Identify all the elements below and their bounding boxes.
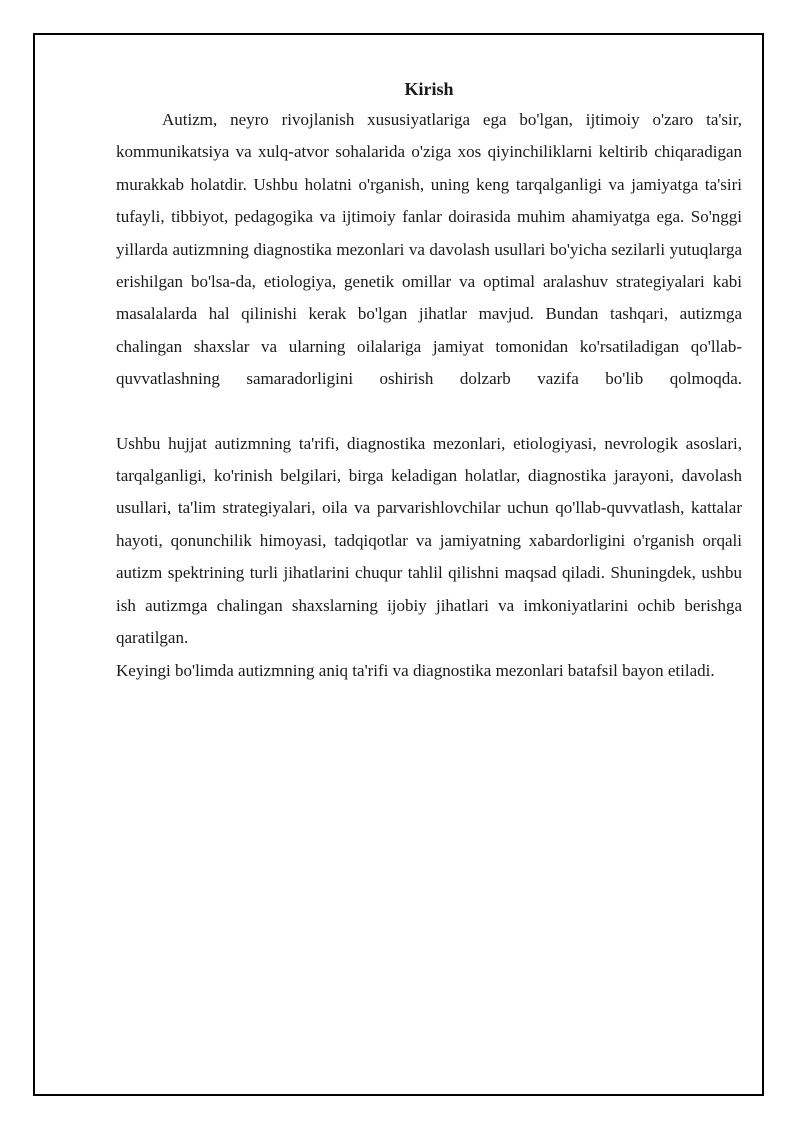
document-body <box>116 74 742 687</box>
paragraph-scope-text: Ushbu hujjat autizmning ta'rifi, diagnostika mezonlari, etiologiyasi, nevrologik asoslari, tarqalganligi, ko'rinish belgilari, birga keladigan holatlar, diagnostika jarayoni, davolash usullari, ta'lim strategiyalari, oila va parvarishlovchilar uchun qo'llab-quvvatlash, kattalar hayoti, qonunchilik himoyasi, tadqiqotlar va jamiyatning xabardorligini o'rganish orqali autizm spektrining turli jihatlarini chuqur tahlil qilishni maqsad qiladi. Shuningdek, ushbu ish autizmga chalingan shaxslarning ijobiy jihatlari va imkoniyatlarini ochib berishga qaratilgan. <box>116 433 742 648</box>
document-title: Kirish <box>404 79 454 99</box>
paragraph-introduction: Autizm, neyro rivojlanish xususiyatlariga ega bo'lgan, ijtimoiy o'zaro ta'sir, kommunikatsiya va xulq-atvor sohalarida o'ziga xos qiyinchiliklarni keltirib chiqaradigan murakkab holatdir. Ushbu holatni o'rganish, uning keng tarqalganligi va jamiyatga ta'siri tufayli, tibbiyot, pedagogika va ijtimoiy fanlar doirasida muhim ahamiyatga ega. So'nggi yillarda autizmning diagnostika mezonlari va davolash usullari bo'yicha sezilarli yutuqlarga erishilgan bo'lsa-da, etiologiya, genetik omillar va optimal aralashuv strategiyalari kabi masalalarda hal qilinishi kerak bo'lgan jihatlar mavjud. Bundan tashqari, autizmga chalingan shaxslar va ularning oilalariga jamiyat tomonidan ko'rsatiladigan qo'llab-quvvatlashning samaradorligini oshirish dolzarb vazifa bo'lib qolmoqda. <box>116 110 742 389</box>
paragraph-scope-last-line: Keyingi bo'limda autizmning aniq ta'rifi va diagnostika mezonlari batafsil bayon etiladi. <box>116 660 715 680</box>
paragraph-scope <box>116 428 742 687</box>
paragraph-gap <box>116 396 742 428</box>
